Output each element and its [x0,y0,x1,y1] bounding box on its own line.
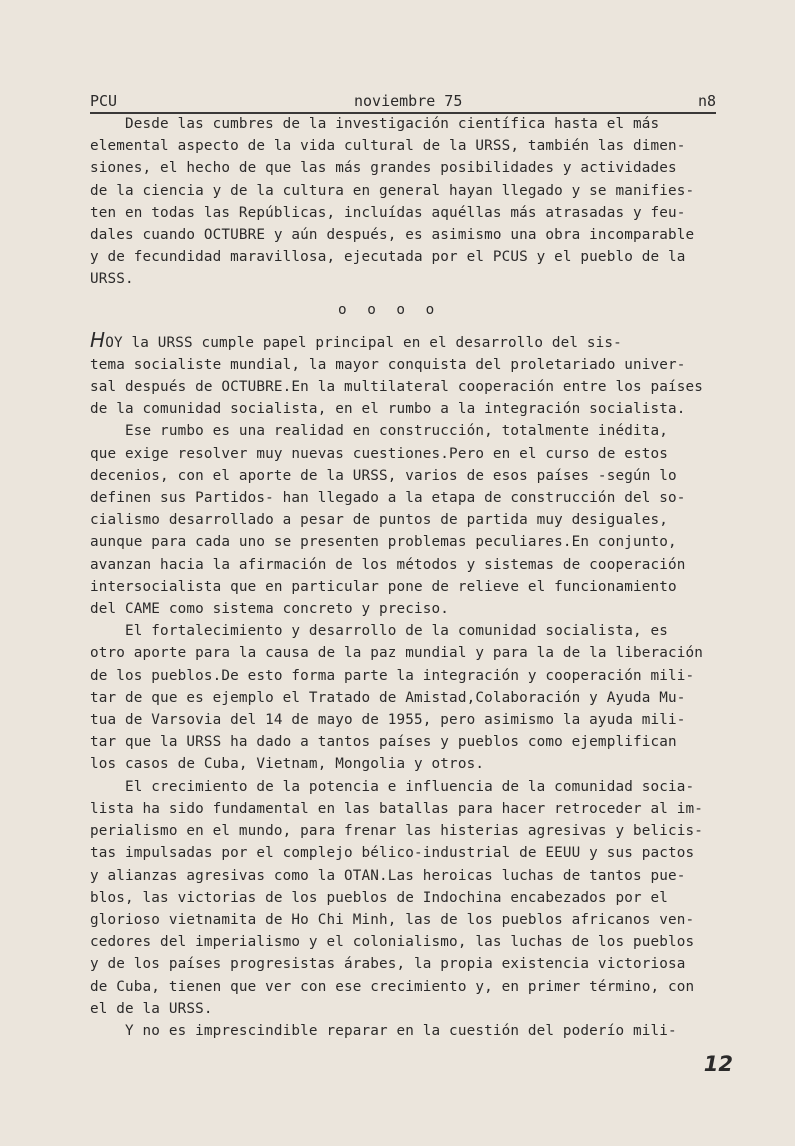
text-line: y de los países progresistas árabes, la propia existencia victoriosa [90,956,686,973]
text-line: otro aporte para la causa de la paz mundial y para la de la liberación [90,645,704,662]
text-line: el de la URSS. [90,1000,213,1017]
header-issue-number: n8 [697,92,716,110]
text-line: de Cuba, tienen que ver con ese crecimiento y, en primer término, con [90,978,695,995]
text-line: del CAME como sistema concreto y preciso. [90,601,450,618]
body-text [90,113,720,1042]
text-line: los casos de Cuba, Vietnam, Mongolia y otros. [90,756,485,773]
text-line: dales cuando OCTUBRE y aún después, es asimismo una obra incomparable [90,227,695,244]
text-line: que exige resolver muy nuevas cuestiones.Pero en el curso de estos [90,445,668,462]
paragraph-6 [90,1020,720,1042]
text-line: URSS. [90,271,134,288]
text-line: siones, el hecho de que las más grandes posibilidades y actividades [90,160,677,177]
page-header [90,90,716,114]
text-line: perialismo en el mundo, para frenar las histerias agresivas y belicis- [90,823,704,840]
text-line: cedores del imperialismo y el colonialismo, las luchas de los pueblos [90,934,695,951]
text-line [90,329,720,354]
text-line: glorioso vietnamita de Ho Chi Minh, las de los pueblos africanos ven- [90,911,695,928]
text-line: de la ciencia y de la cultura en general hayan llegado y se manifies- [90,182,695,199]
text-line: decenios, con el aporte de la URSS, varios de esos países -según lo [90,467,677,484]
text-line: y alianzas agresivas como la OTAN.Las heroicas luchas de tantos pue- [90,867,686,884]
text-line: sal después de OCTUBRE.En la multilateral cooperación entre los países [90,379,704,396]
text-line: blos, las victorias de los pueblos de Indochina encabezados por el [90,889,668,906]
paragraph-3 [90,420,720,620]
text-line: El fortalecimiento y desarrollo de la comunidad socialista, es [90,623,668,640]
text-line: avanzan hacia la afirmación de los métodos y sistemas de cooperación [90,556,686,573]
text-line: definen sus Partidos- han llegado a la etapa de construcción del so- [90,490,686,507]
text-line: tas impulsadas por el complejo bélico-industrial de EEUU y sus pactos [90,845,695,862]
paragraph-5 [90,776,720,1020]
section-separator: o o o o [338,301,441,318]
paragraph-4 [90,620,720,775]
text-line: Ese rumbo es una realidad en construcción, totalmente inédita, [90,423,668,440]
text-line: tema socialiste mundial, la mayor conquista del proletariado univer- [90,356,686,373]
text-line: tar de que es ejemplo el Tratado de Amistad,Colaboración y Ayuda Mu- [90,689,686,706]
paragraph-2 [90,329,720,421]
text-line: lista ha sido fundamental en las batallas para hacer retroceder al im- [90,800,704,817]
text-line: cialismo desarrollado a pesar de puntos de partida muy desiguales, [90,512,668,529]
text-line: de los pueblos.De esto forma parte la integración y cooperación mili- [90,667,695,684]
text-line: Y no es imprescindible reparar en la cuestión del poderío mili- [90,1022,677,1039]
text-line: aunque para cada uno se presenten problemas peculiares.En conjunto, [90,534,677,551]
text-line: elemental aspecto de la vida cultural de la URSS, también las dimen- [90,138,686,155]
first-line-rest: OY la URSS cumple papel principal en el desarrollo del sis- [105,334,622,351]
text-line: ten en todas las Repúblicas, incluídas aquéllas más atrasadas y feu- [90,204,686,221]
paragraph-1 [90,113,720,291]
text-line: Desde las cumbres de la investigación científica hasta el más [90,116,660,132]
text-line: intersocialista que en particular pone de relieve el funcionamiento [90,578,677,595]
page-number: 12 [703,1052,733,1076]
text-line: y de fecundidad maravillosa, ejecutada por el PCUS y el pueblo de la [90,249,686,266]
header-date: noviembre 75 [354,92,463,110]
header-publication: PCU [90,92,118,110]
text-line: El crecimiento de la potencia e influencia de la comunidad socia- [90,778,695,795]
text-line: tua de Varsovia del 14 de mayo de 1955, pero asimismo la ayuda mili- [90,712,686,729]
initial-letter: H [90,327,106,352]
text-line: tar que la URSS ha dado a tantos países y pueblos como ejemplifican [90,734,677,751]
text-line: de la comunidad socialista, en el rumbo a la integración socialista. [90,401,686,418]
